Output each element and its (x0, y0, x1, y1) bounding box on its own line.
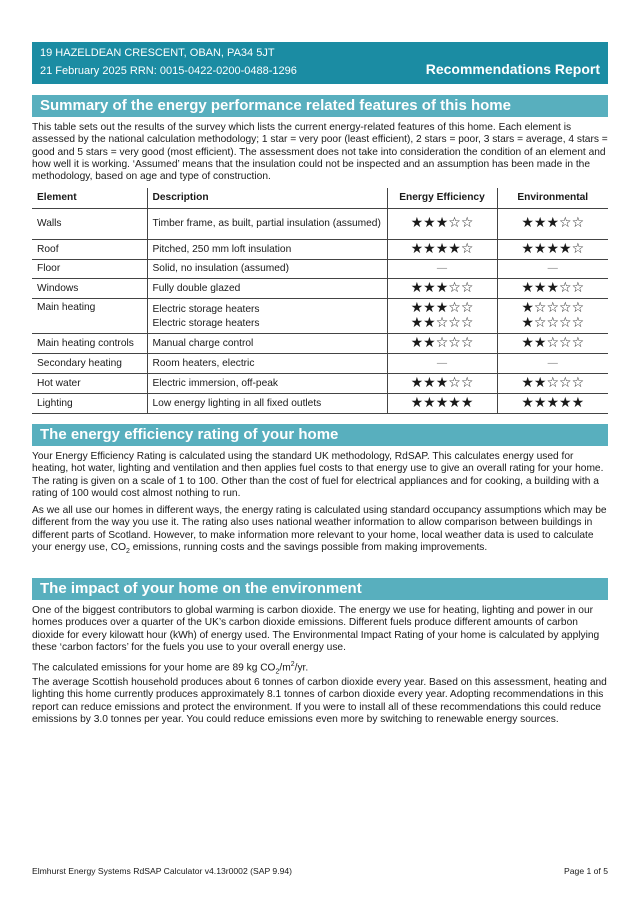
property-address: 19 HAZELDEAN CRESCENT, OBAN, PA34 5JT (40, 47, 275, 59)
table-row (32, 279, 608, 299)
efficiency-stars: ★★☆☆☆ (387, 334, 497, 354)
table-row (32, 354, 608, 374)
table-header-row (32, 188, 608, 208)
row-element: Lighting (32, 393, 147, 413)
efficiency-stars: ★★★☆☆ (387, 373, 497, 393)
description-line: Electric storage heaters (152, 303, 260, 315)
environmental-na: — (497, 354, 608, 374)
environmental-stars-line: ★☆☆☆☆ (521, 315, 585, 331)
col-description: Description (147, 188, 387, 208)
rating-paragraph-2 (32, 505, 608, 558)
impact-paragraph-3: The average Scottish household produces about 6 tonnes of carbon dioxide every year. Based on this assessment, heating and lighting this home currently produces approximately 8.1 tonnes of carbon dioxide every year. Adopting recommendations in this report can reduce emissions and protect the environment. If you were to install all of these recommendations this could reduce emissions by 3.0 tonnes per year. You could reduce emissions even more by switching to renewable energy sources. (32, 677, 607, 725)
environmental-stars: ★★★☆☆ (497, 208, 608, 239)
row-element: Main heating controls (32, 334, 147, 354)
emissions-unit-end: /yr. (294, 662, 309, 674)
row-element: Windows (32, 279, 147, 299)
table-row (32, 259, 608, 279)
efficiency-stars: ★★★☆☆ (387, 208, 497, 239)
efficiency-stars: ★★★★☆ (387, 239, 497, 259)
row-element: Secondary heating (32, 354, 147, 374)
environmental-stars: ★★★★☆ (497, 239, 608, 259)
impact-paragraph-1: One of the biggest contributors to global warming is carbon dioxide. The energy we use for heating, lighting and power in our homes produces over a quarter of the UK’s carbon dioxide emissions. Different fuels produce different amounts of carbon dioxide for every kilowatt hour (kWh) of energy used. The Environmental Impact Rating of your home is calculated by applying these ‘carbon factors’ for the fuels you use to your overall energy use. (32, 605, 600, 653)
efficiency-stars: ★★★☆☆ (387, 279, 497, 299)
efficiency-na: — (387, 354, 497, 374)
rating-section-title: The energy efficiency rating of your home (32, 424, 608, 446)
description-line: Electric storage heaters (152, 317, 260, 329)
environmental-stars: ★★☆☆☆ (497, 373, 608, 393)
features-table (32, 188, 608, 414)
efficiency-stars-line: ★★☆☆☆ (410, 315, 474, 331)
table-row (32, 208, 608, 239)
row-description: Electric immersion, off-peak (147, 373, 387, 393)
environmental-stars: ★★☆☆☆ (497, 334, 608, 354)
environmental-stars-line: ★☆☆☆☆ (521, 300, 585, 316)
row-element: Walls (32, 208, 147, 239)
superscript-2: 2 (290, 661, 295, 668)
row-description: Solid, no insulation (assumed) (147, 259, 387, 279)
impact-section-title: The impact of your home on the environment (32, 578, 608, 600)
row-description (147, 299, 387, 334)
table-row (32, 299, 608, 334)
page-number: Page 1 of 5 (564, 866, 608, 876)
date-rrn: 21 February 2025 RRN: 0015-0422-0200-0488-1296 (40, 65, 297, 77)
report-title: Recommendations Report (425, 61, 600, 77)
efficiency-stars (387, 299, 497, 334)
emissions-unit: /m (279, 662, 291, 674)
table-row (32, 373, 608, 393)
report-header (32, 42, 608, 84)
summary-intro: This table sets out the results of the survey which lists the current energy-related features of this home. Each element is assessed by the national calculation methodology; 1 star = very poor (least efficient), 2 stars = poor, 3 stars = average, 4 stars = good and 5 stars = very good (most efficient). The assessment does not take into consideration the condition of an element and how well it is working. ‘Assumed’ means that the insulation could not be inspected and an assumption has been made in the methodology, based on age and type of construction. (32, 122, 608, 183)
row-element: Hot water (32, 373, 147, 393)
environmental-stars (497, 299, 608, 334)
footer-software: Elmhurst Energy Systems RdSAP Calculator v4.13r0002 (SAP 9.94) (32, 866, 293, 876)
environmental-stars: ★★★★★ (497, 393, 608, 413)
table-row (32, 393, 608, 413)
row-description: Manual charge control (147, 334, 387, 354)
row-element: Floor (32, 259, 147, 279)
rating-p2-text: As we all use our homes in different ways, the energy rating is calculated using standard occupancy assumptions which may be different from the way you use it. The rating also uses national weather information to allow comparison between buildings in different parts of Scotland. However, to make information more relevant to your home, local weather data is used to calculate your energy use, CO (32, 505, 607, 553)
emissions-text: The calculated emissions for your home are 89 kg CO (32, 662, 276, 674)
subscript-2: 2 (275, 668, 280, 676)
environmental-na: — (497, 259, 608, 279)
rating-paragraph-1: Your Energy Efficiency Rating is calculated using the standard UK methodology, RdSAP. This calculates energy used for heating, hot water, lighting and ventilation and then applies fuel costs to that energy use to give an overall rating for your home. The rating is given on a scale of 1 to 100. Other than the cost of fuel for electrical appliances and for cooking, a building with a rating of 100 would cost almost nothing to run. (32, 451, 604, 499)
environmental-stars: ★★★☆☆ (497, 279, 608, 299)
col-energy-efficiency: Energy Efficiency (387, 188, 497, 208)
table-row (32, 239, 608, 259)
emissions-statement (32, 659, 608, 679)
col-environmental: Environmental (497, 188, 608, 208)
row-element: Main heating (32, 299, 147, 334)
summary-section-title: Summary of the energy performance related features of this home (32, 95, 608, 117)
efficiency-na: — (387, 259, 497, 279)
row-description: Fully double glazed (147, 279, 387, 299)
rating-p2-text-end: emissions, running costs and the savings possible from making improvements. (129, 541, 488, 553)
row-description: Pitched, 250 mm loft insulation (147, 239, 387, 259)
row-description: Timber frame, as built, partial insulation (assumed) (147, 208, 387, 239)
subscript-2: 2 (126, 547, 130, 555)
table-row (32, 334, 608, 354)
col-element: Element (32, 188, 147, 208)
efficiency-stars: ★★★★★ (387, 393, 497, 413)
row-description: Low energy lighting in all fixed outlets (147, 393, 387, 413)
row-description: Room heaters, electric (147, 354, 387, 374)
efficiency-stars-line: ★★★☆☆ (410, 300, 474, 316)
row-element: Roof (32, 239, 147, 259)
